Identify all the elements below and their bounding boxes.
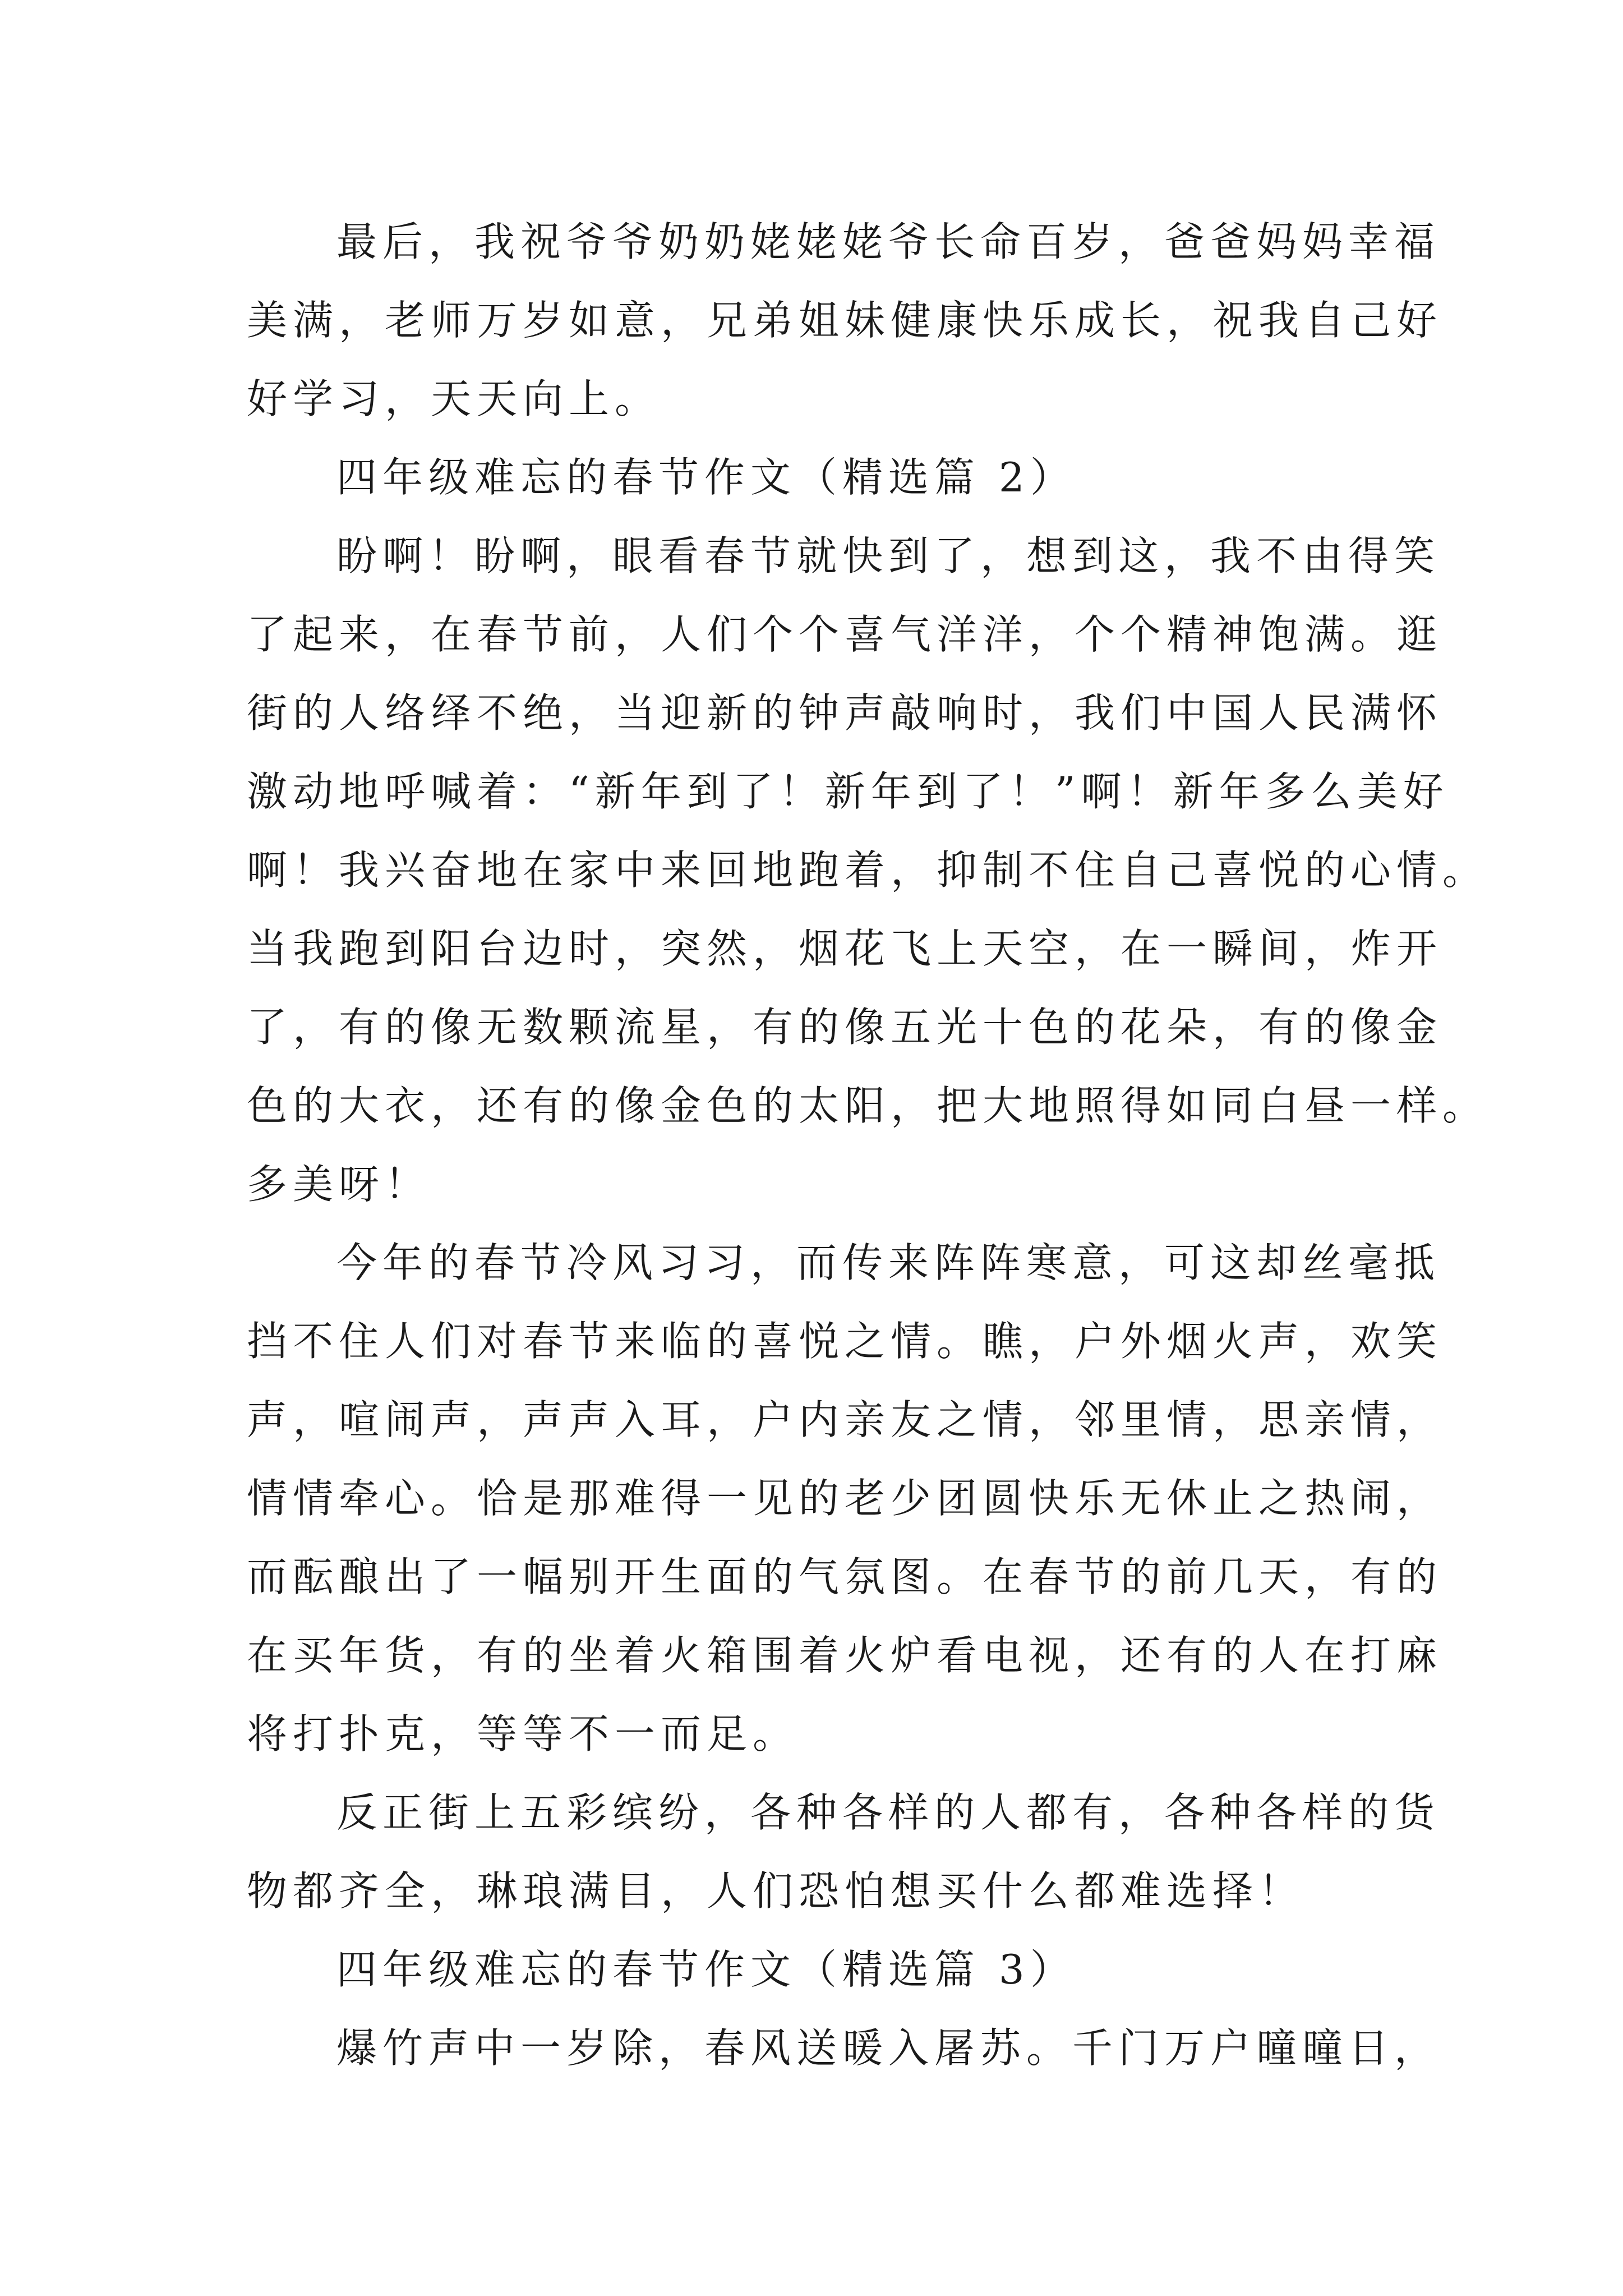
text-line: 盼啊！盼啊，眼看春节就快到了，想到这，我不由得笑 [336,532,1441,579]
text-line: 物都齐全，琳琅满目，人们恐怕想买什么都难选择！ [247,1867,1305,1915]
text-line: 情情牵心。恰是那难得一见的老少团圆快乐无休止之热闹， [247,1475,1443,1522]
text-line: 而酝酿出了一幅别开生面的气氛图。在春节的前几天，有的 [247,1553,1443,1600]
text-line: 声，喧闹声，声声入耳，户内亲友之情，邻里情，思亲情， [247,1396,1443,1443]
text-line: 当我跑到阳台边时，突然，烟花飞上天空，在一瞬间，炸开 [247,925,1443,972]
text-line: 色的大衣，还有的像金色的太阳，把大地照得如同白昼一样。 [247,1082,1489,1129]
text-line: 反正街上五彩缤纷，各种各样的人都有，各种各样的货 [336,1789,1441,1836]
text-line: 激动地呼喊着：“新年到了！新年到了！”啊！新年多么美好 [247,768,1449,815]
text-line: 将打扑克，等等不一而足。 [247,1710,799,1757]
text-line: 了起来，在春节前，人们个个喜气洋洋，个个精神饱满。逛 [247,611,1443,658]
text-line: 多美呀！ [247,1161,431,1208]
text-line: 街的人络绎不绝，当迎新的钟声敲响时，我们中国人民满怀 [247,689,1443,737]
text-line: 美满，老师万岁如意，兄弟姐妹健康快乐成长，祝我自己好 [247,297,1443,344]
section-heading: 四年级难忘的春节作文（精选篇 3） [336,1946,1076,1993]
text-line: 了，有的像无数颗流星，有的像五光十色的花朵，有的像金 [247,1004,1443,1051]
text-line: 啊！我兴奋地在家中来回地跑着，抑制不住自己喜悦的心情。 [247,846,1489,894]
text-line: 在买年货，有的坐着火箱围着火炉看电视，还有的人在打麻 [247,1632,1443,1679]
text-line: 今年的春节冷风习习，而传来阵阵寒意，可这却丝毫抵 [336,1239,1441,1286]
section-heading: 四年级难忘的春节作文（精选篇 2） [336,454,1076,501]
text-line: 好学习，天天向上。 [247,375,661,422]
text-line: 挡不住人们对春节来临的喜悦之情。瞧，户外烟火声，欢笑 [247,1318,1443,1365]
text-line: 爆竹声中一岁除，春风送暖入屠苏。千门万户曈曈日， [336,2024,1441,2072]
text-line: 最后，我祝爷爷奶奶姥姥姥爷长命百岁，爸爸妈妈幸福 [336,218,1441,265]
